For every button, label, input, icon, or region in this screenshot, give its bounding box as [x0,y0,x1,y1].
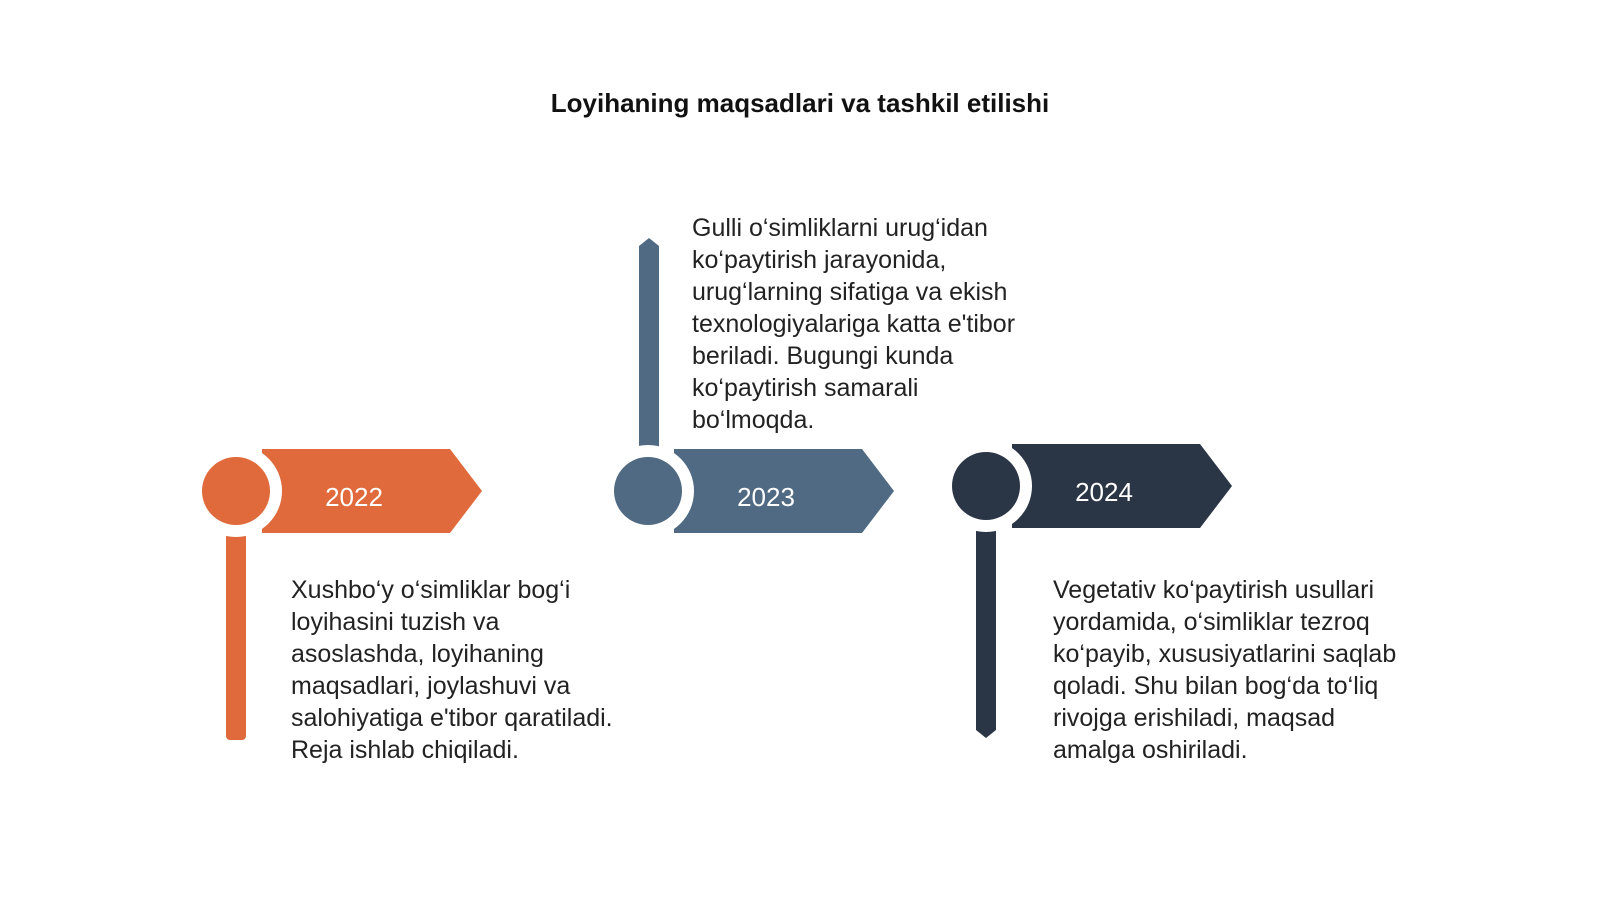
connector-bar-2022 [226,532,246,740]
milestone-text-2024: Vegetativ ko‘paytirish usullari yordamida, o‘simliklar tezroq ko‘payib, xususiyatlarini saqlab qoladi. Shu bilan bog‘da to‘liq rivojga erishiladi, maqsad amalga oshiriladi. [1053,576,1397,764]
diagram-title: Loyihaning maqsadlari va tashkil etilishi [550,88,1050,118]
marker-dot-2022 [202,457,270,525]
year-label-2022: 2022 [325,482,383,512]
connector-bar-2023 [639,238,659,452]
marker-dot-2024 [952,452,1020,520]
milestone-text-2022: Xushbo‘y o‘simliklar bog‘i loyihasini tuzish va asoslashda, loyihaning maqsadlari, joylashuvi va salohiyatiga e'tibor qaratiladi. Reja ishlab chiqiladi. [291,576,613,764]
connector-bar-2024 [976,528,996,738]
milestone-text-2023: Gulli o‘simliklarni urug‘idan ko‘paytirish jarayonida, urug‘larning sifatiga va ekish texnologiyalariga katta e'tibor beriladi. Bugungi kunda ko‘paytirish samarali bo‘lmoqda. [692,214,1016,434]
year-label-2024: 2024 [1075,477,1133,507]
marker-dot-2023 [614,457,682,525]
year-label-2023: 2023 [737,482,795,512]
